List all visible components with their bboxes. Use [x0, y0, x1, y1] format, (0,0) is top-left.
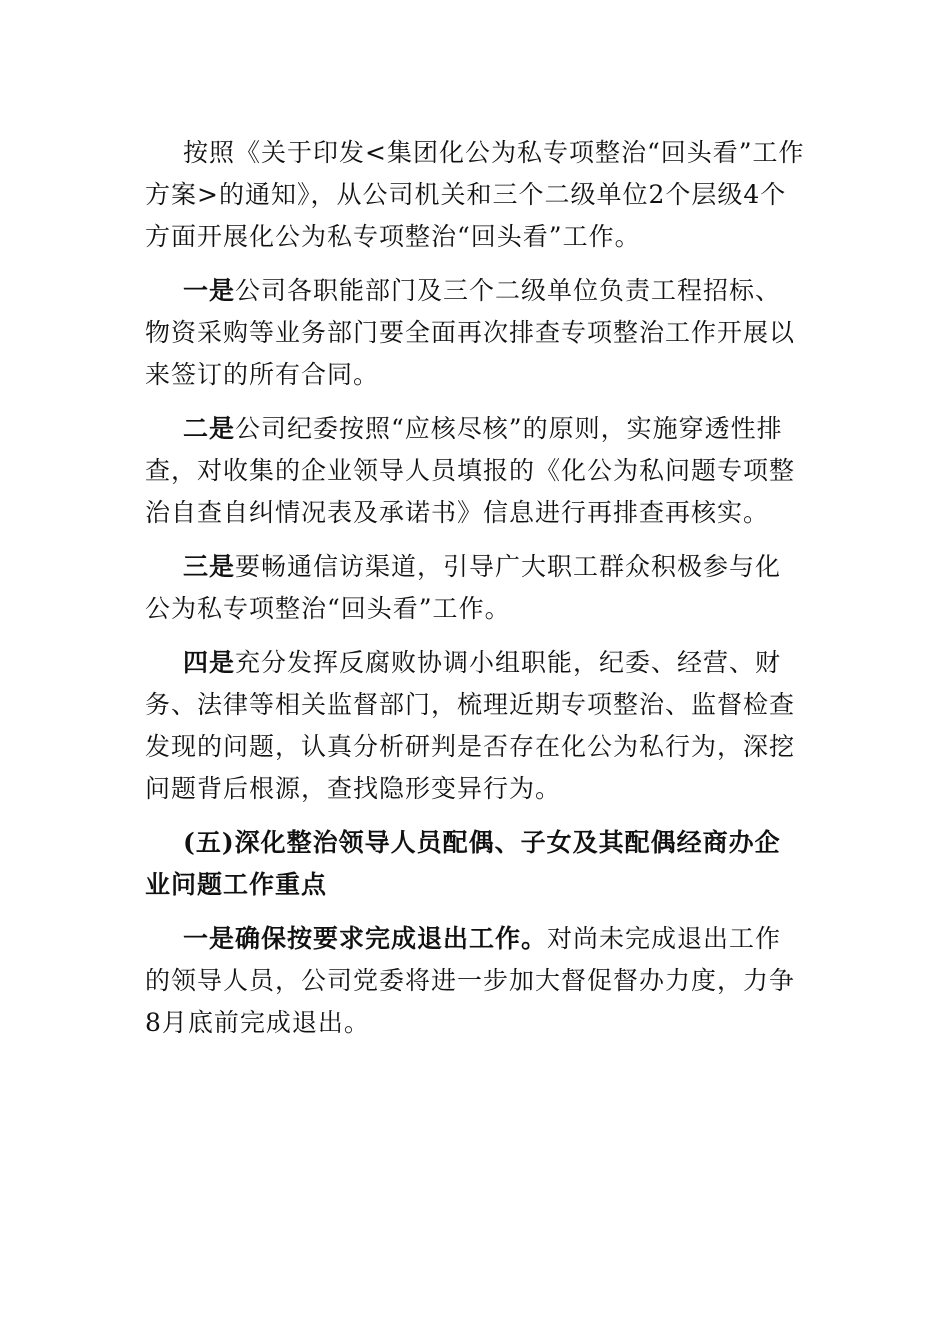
paragraph-text: 公司各职能部门及三个二级单位负责工程招标、物资采购等业务部门要全面再次排查专项整治工作开展以来签订的所有合同。	[145, 276, 796, 389]
paragraph-lead: 四是	[183, 648, 236, 677]
paragraph-item-3	[145, 546, 805, 630]
paragraph-text: 按照《关于印发<集团化公为私专项整治“回头看”工作方案>的通知》，从公司机关和三个二级单位2个层级4个方面开展化公为私专项整治“回头看”工作。	[145, 138, 805, 251]
paragraph-item-5	[145, 918, 805, 1044]
paragraph-text: 充分发挥反腐败协调小组职能，纪委、经营、财务、法律等相关监督部门，梳理近期专项整治、监督检查发现的问题，认真分析研判是否存在化公为私行为，深挖问题背后根源，查找隐形变异行为。	[145, 648, 796, 803]
paragraph-item-4	[145, 642, 805, 810]
paragraph-lead: 三是	[183, 552, 236, 581]
document-body	[145, 132, 805, 1056]
paragraph-item-1	[145, 270, 805, 396]
paragraph-lead: 一是	[183, 276, 236, 305]
paragraph-lead: 二是	[183, 414, 236, 443]
paragraph-text: 对尚未完成退出工作的领导人员，公司党委将进一步加大督促督办力度，力争8月底前完成退出。	[145, 924, 796, 1037]
paragraph-text: 公司纪委按照“应核尽核”的原则，实施穿透性排查，对收集的企业领导人员填报的《化公为私问题专项整治自查自纠情况表及承诺书》信息进行再排查再核实。	[145, 414, 796, 527]
section-heading-text: (五)深化整治领导人员配偶、子女及其配偶经商办企业问题工作重点	[145, 828, 781, 899]
paragraph-intro	[145, 132, 805, 258]
paragraph-lead: 一是确保按要求完成退出工作。	[183, 924, 548, 953]
paragraph-text: 要畅通信访渠道，引导广大职工群众积极参与化公为私专项整治“回头看”工作。	[145, 552, 782, 623]
section-heading	[145, 822, 805, 906]
paragraph-item-2	[145, 408, 805, 534]
